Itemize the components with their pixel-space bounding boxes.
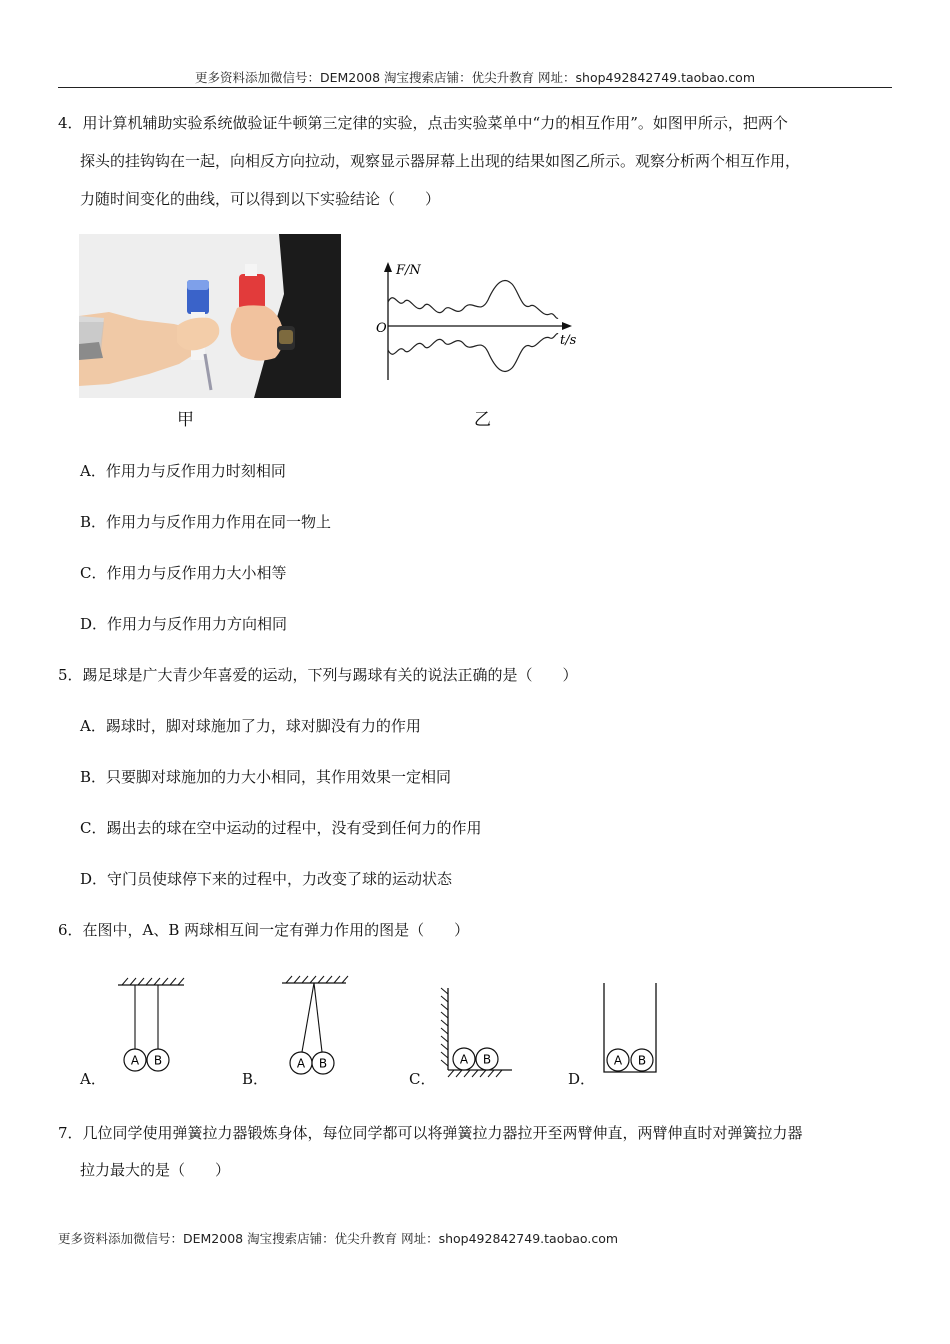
q4-option-d: D．作用力与反作用力方向相同 — [80, 615, 288, 633]
q5-option-d: D．守门员使球停下来的过程中，力改变了球的运动状态 — [80, 870, 453, 888]
q4-option-b: B．作用力与反作用力作用在同一物上 — [80, 513, 332, 531]
q6-b-ball-b: B — [318, 1056, 328, 1071]
q7-line1 — [58, 1122, 803, 1143]
q6-diagram-a — [112, 975, 192, 1075]
q5-stem — [58, 664, 578, 685]
q4-number: 4． — [58, 114, 83, 132]
q6-diagram-d — [598, 980, 662, 1080]
q6-label-d: D． — [568, 1070, 596, 1088]
figure-jia-photo — [79, 234, 341, 398]
q6-label-b: B． — [242, 1070, 269, 1088]
figure-jia-illustration — [79, 234, 341, 398]
page-header: 更多资料添加微信号：DEM2008 淘宝搜索店铺：优尖升教育 网址：shop492842749.taobao.com — [194, 70, 756, 85]
q6-a-ball-a: A — [130, 1053, 140, 1068]
q6-stem-text: 在图中，A、B 两球相互间一定有弹力作用的图是（ ） — [82, 921, 470, 939]
graph-curve-positive — [388, 281, 558, 319]
q5-stem-text: 踢足球是广大青少年喜爱的运动，下列与踢球有关的说法正确的是（ ） — [82, 666, 578, 684]
figure-jia-label: 甲 — [177, 410, 194, 430]
q7-stem-line2: 拉力最大的是（ ） — [80, 1161, 231, 1179]
header-rule — [58, 87, 892, 88]
q4-option-a: A．作用力与反作用力时刻相同 — [80, 462, 286, 480]
q6-c-ball-b: B — [482, 1052, 492, 1067]
q5-option-c: C．踢出去的球在空中运动的过程中，没有受到任何力的作用 — [80, 819, 482, 837]
graph-y-arrow — [384, 262, 392, 272]
figure-yi-graph — [372, 262, 582, 382]
graph-y-label: F/N — [396, 263, 421, 278]
graph-x-label: t/s — [560, 333, 577, 348]
q4-stem-line3: 力随时间变化的曲线，可以得到以下实验结论（ ） — [80, 190, 441, 208]
q6-d-ball-a: A — [613, 1053, 623, 1068]
q7-stem-line1: 几位同学使用弹簧拉力器锻炼身体，每位同学都可以将弹簧拉力器拉开至两臂伸直，两臂伸直时对弹簧拉力器 — [82, 1124, 803, 1142]
q5-option-b: B．只要脚对球施加的力大小相同，其作用效果一定相同 — [80, 768, 452, 786]
q4-option-c: C．作用力与反作用力大小相等 — [80, 564, 287, 582]
q4-stem-line1: 用计算机辅助实验系统做验证牛顿第三定律的实验，点击实验菜单中“力的相互作用”。如图甲所示，把两个 — [82, 114, 788, 132]
page-footer: 更多资料添加微信号：DEM2008 淘宝搜索店铺：优尖升教育 网址：shop492842749.taobao.com — [58, 1231, 619, 1246]
graph-x-arrow — [562, 322, 572, 330]
q6-d-ball-b: B — [637, 1053, 647, 1068]
q6-b-ball-a: A — [296, 1056, 306, 1071]
q6-c-ball-a: A — [459, 1052, 469, 1067]
graph-origin-label: O — [376, 321, 387, 336]
q4-line1 — [58, 112, 788, 133]
q5-option-a: A．踢球时，脚对球施加了力，球对脚没有力的作用 — [80, 717, 421, 735]
q6-diagram-c — [436, 984, 516, 1082]
figure-yi-label: 乙 — [474, 410, 491, 430]
q6-label-c: C． — [409, 1070, 436, 1088]
q6-a-ball-b: B — [153, 1053, 163, 1068]
q4-stem-line2: 探头的挂钩钩在一起，向相反方向拉动，观察显示器屏幕上出现的结果如图乙所示。观察分析两个相互作用， — [80, 152, 801, 170]
graph-curve-negative — [388, 334, 558, 372]
q6-number: 6． — [58, 921, 83, 939]
q6-diagram-b — [278, 972, 350, 1080]
q6-label-a: A． — [80, 1070, 106, 1088]
q6-stem — [58, 919, 469, 940]
q5-number: 5． — [58, 666, 83, 684]
q7-number: 7． — [58, 1124, 83, 1142]
